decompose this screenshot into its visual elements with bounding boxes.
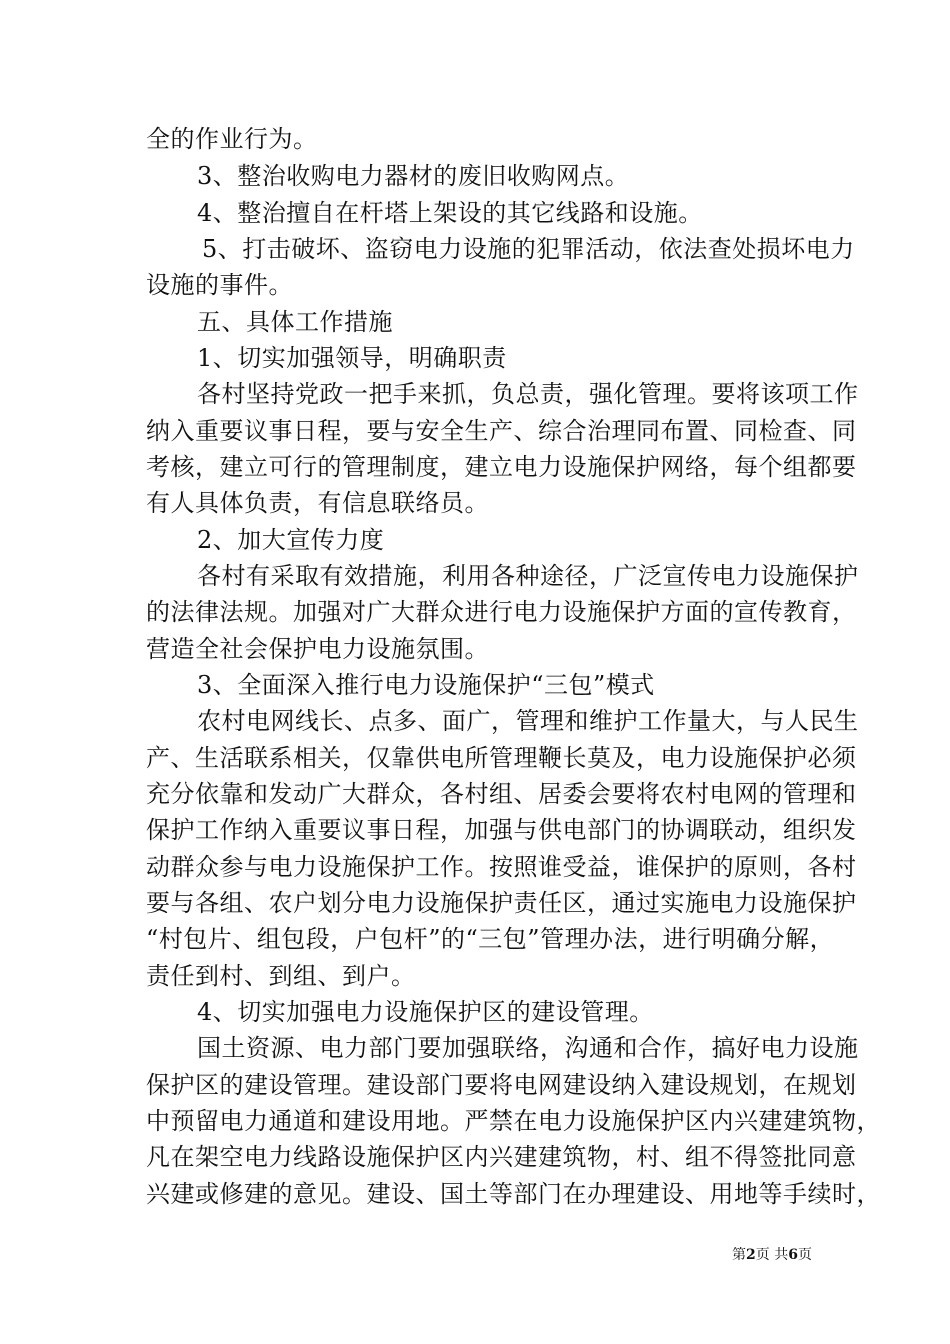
text-line: 兴建或修建的意见。建设、国土等部门在办理建设、用地等手续时， [146,1180,881,1208]
text-line: 营造全社会保护电力设施氛围。 [146,635,489,663]
text-line: 各村有采取有效措施，利用各种途径，广泛宣传电力设施保护 [197,562,859,590]
text-line: 凡在架空电力线路设施保护区内兴建建筑物，村、组不得签批同意 [146,1143,857,1171]
text-line: 保护工作纳入重要议事日程，加强与供电部门的协调联动，组织发 [146,816,857,844]
text-line: 产、生活联系相关，仅靠供电所管理鞭长莫及，电力设施保护必须 [146,744,857,772]
subsection-heading: 4、切实加强电力设施保护区的建设管理。 [197,998,654,1026]
text-line: 责任到村、到组、到户。 [146,962,416,990]
page-number-middle: 页 共 [755,1247,789,1263]
text-line: 纳入重要议事日程，要与安全生产、综合治理同布置、同检查、同 [146,417,857,445]
text-line: 全的作业行为。 [146,125,318,153]
page-number [0,1246,812,1264]
text-line: 要与各组、农户划分电力设施保护责任区，通过实施电力设施保护 [146,889,857,917]
section-heading: 五、具体工作措施 [197,308,393,336]
page-number-suffix: 页 [798,1247,812,1263]
text-line: 3、整治收购电力器材的废旧收购网点。 [197,162,630,190]
total-pages: 6 [788,1247,798,1263]
text-line: 各村坚持党政一把手来抓，负总责，强化管理。要将该项工作 [197,380,859,408]
subsection-heading: 2、加大宣传力度 [197,526,385,554]
text-line: 设施的事件。 [146,271,293,299]
text-line: 动群众参与电力设施保护工作。按照谁受益，谁保护的原则，各村 [146,853,857,881]
text-line: 的法律法规。加强对广大群众进行电力设施保护方面的宣传教育， [146,598,857,626]
text-line: 国土资源、电力部门要加强联络，沟通和合作，搞好电力设施 [197,1034,859,1062]
text-line: 有人具体负责，有信息联络员。 [146,489,489,517]
text-line: 充分依靠和发动广大群众，各村组、居委会要将农村电网的管理和 [146,780,857,808]
text-line: 考核，建立可行的管理制度，建立电力设施保护网络，每个组都要 [146,453,857,481]
text-line: 4、整治擅自在杆塔上架设的其它线路和设施。 [197,199,703,227]
text-line: “村包片、组包段，户包杆”的“三包”管理办法，进行明确分解， [146,925,835,953]
text-line: 农村电网线长、点多、面广，管理和维护工作量大，与人民生 [197,707,859,735]
current-page: 2 [746,1247,756,1263]
text-line: 保护区的建设管理。建设部门要将电网建设纳入建设规划，在规划 [146,1071,857,1099]
text-line: 中预留电力通道和建设用地。严禁在电力设施保护区内兴建建筑物， [146,1107,881,1135]
subsection-heading: 1、切实加强领导，明确职责 [197,344,507,372]
subsection-heading: 3、全面深入推行电力设施保护“三包”模式 [197,671,655,699]
page-number-prefix: 第 [732,1247,747,1263]
text-line: 5、打击破坏、盗窃电力设施的犯罪活动，依法查处损坏电力 [202,235,855,263]
